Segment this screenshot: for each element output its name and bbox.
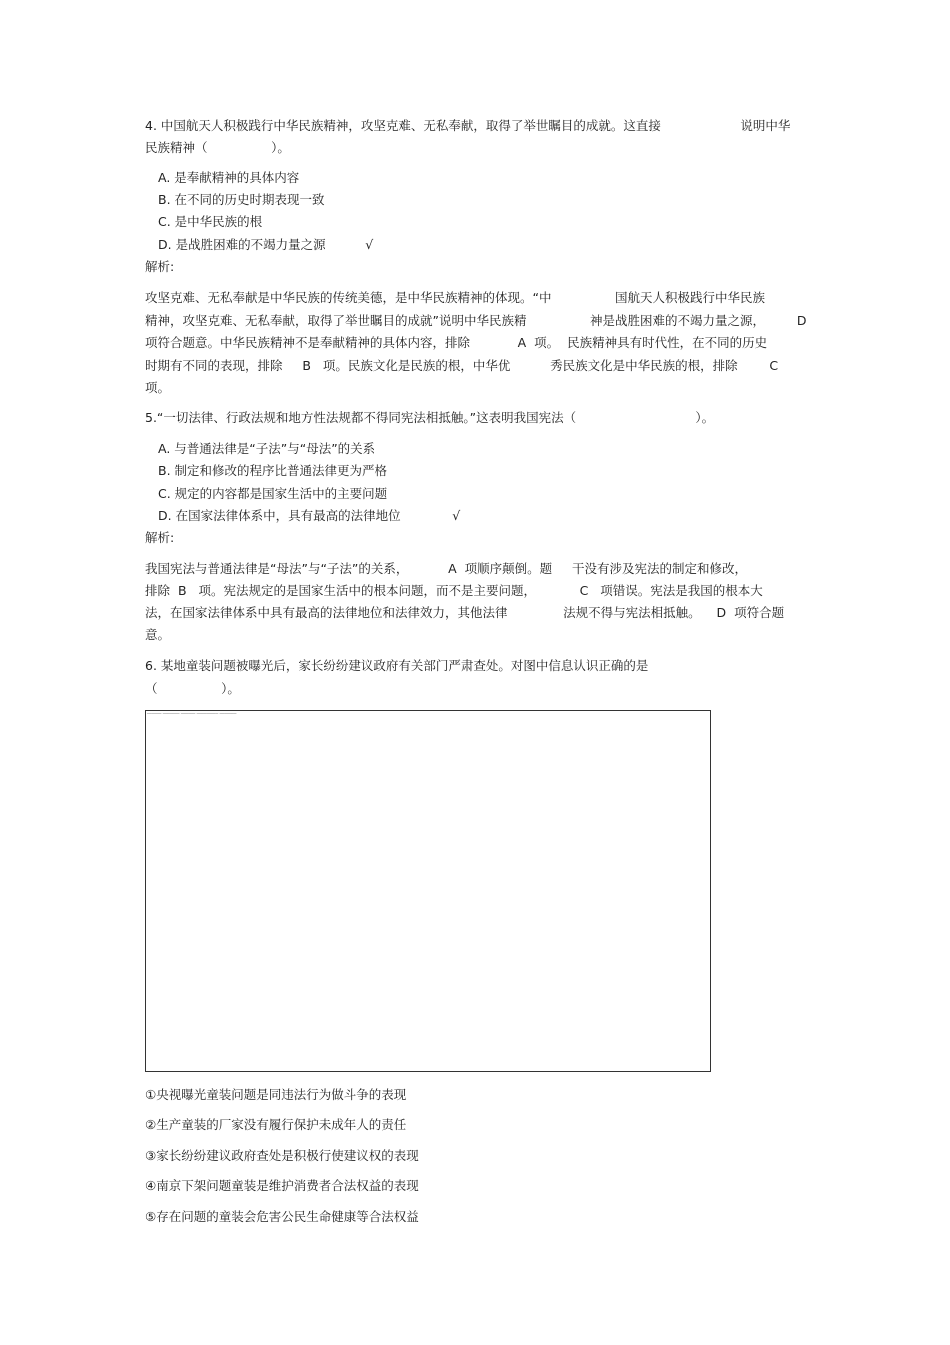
q5-option-d: D. 在国家法律体系中，具有最高的法律地位 √	[158, 508, 461, 523]
q6-stem-line-2: （ ）。	[145, 681, 240, 696]
q5-analysis-line-2: 排除 B 项。宪法规定的是国家生活中的根本问题，而不是主要问题， C 项错误。宪法是我国的根本大	[145, 583, 763, 598]
q5-analysis-label: 解析:	[145, 530, 175, 545]
q4-analysis-line-3: 项符合题意。中华民族精神不是奉献精神的具体内容，排除 A 项。 民族精神具有时代性，在不同的历史	[145, 335, 768, 350]
q4-option-c: C. 是中华民族的根	[158, 214, 263, 229]
q6-statement-2: ②生产童装的厂家没有履行保护未成年人的责任	[145, 1117, 407, 1132]
q4-option-b: B. 在不同的历史时期表现一致	[158, 192, 325, 207]
q5-analysis-line-4: 意。	[145, 627, 171, 642]
q6-statement-1: ①央视曝光童装问题是同违法行为做斗争的表现	[145, 1087, 407, 1102]
q6-figure	[145, 710, 711, 1072]
q5-option-c: C. 规定的内容都是国家生活中的主要问题	[158, 486, 388, 501]
q4-stem-line-2: 民族精神（ ）。	[145, 140, 290, 155]
q5-analysis-line-3: 法，在国家法律体系中具有最高的法律地位和法律效力，其他法律 法规不得与宪法相抵触。 D 项符合题	[145, 605, 785, 620]
q4-analysis-line-1: 攻坚克难、无私奉献是中华民族的传统美德，是中华民族精神的体现。“中 国航天人积极践行中华民族	[145, 290, 766, 305]
q4-analysis-label: 解析:	[145, 259, 175, 274]
q4-analysis-line-2: 精神，攻坚克难、无私奉献，取得了举世瞩目的成就”说明中华民族精 神是战胜困难的不竭力量之源， D	[145, 313, 807, 328]
q5-analysis-line-1: 我国宪法与普通法律是“母法”与“子法”的关系， A 项顺序颠倒。题 干没有涉及宪法的制定和修改，	[145, 561, 748, 576]
q6-statement-5: ⑤存在问题的童装会危害公民生命健康等合法权益	[145, 1209, 419, 1224]
q6-stem-line-1: 6. 某地童装问题被曝光后，家长纷纷建议政府有关部门严肃查处。对图中信息认识正确的是	[145, 658, 649, 673]
q4-analysis-line-4: 时期有不同的表现，排除 B 项。民族文化是民族的根，中华优 秀民族文化是中华民族的根，排除 C	[145, 358, 779, 373]
q5-option-a: A. 与普通法律是“子法”与“母法”的关系	[158, 441, 376, 456]
q6-statement-4: ④南京下架问题童装是维护消费者合法权益的表现	[145, 1178, 419, 1193]
q5-stem: 5.“一切法律、行政法规和地方性法规都不得同宪法相抵触。”这表明我国宪法（ ）。	[145, 410, 715, 425]
figure-caption: ────── ─────── ────── ───────── ───────	[147, 711, 237, 716]
q4-stem-line-1: 4. 中国航天人积极践行中华民族精神，攻坚克难、无私奉献，取得了举世瞩目的成就。这直接 说明中华	[145, 118, 791, 133]
q6-statement-3: ③家长纷纷建议政府查处是积极行使建议权的表现	[145, 1148, 419, 1163]
q5-option-b: B. 制定和修改的程序比普通法律更为严格	[158, 463, 388, 478]
q4-option-d: D. 是战胜困难的不竭力量之源 √	[158, 237, 374, 252]
q4-analysis-line-5: 项。	[145, 380, 171, 395]
q4-option-a: A. 是奉献精神的具体内容	[158, 170, 300, 185]
